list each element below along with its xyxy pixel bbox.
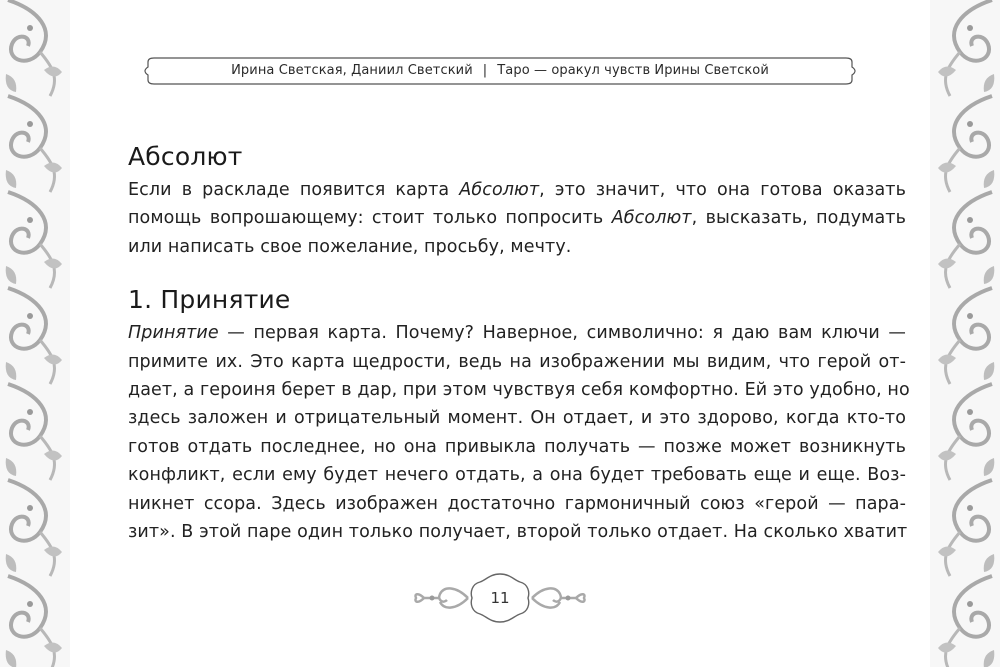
text-line: дает, а героиня берет в дар, при этом чувствуя себя комфортно. Ей это удобно, но	[128, 380, 910, 401]
text-line: помощь вопрошающему: стоит только попросить Абсолют, высказать, подумать	[128, 208, 906, 229]
header-separator: |	[482, 63, 488, 78]
paragraph-prinyatie	[128, 319, 910, 546]
text-line: зит». В этой паре один только получает, второй только отдает. На сколько хватит	[128, 522, 908, 543]
paragraph-absolut	[128, 176, 906, 261]
text-line: или написать свое пожелание, просьбу, мечту.	[128, 236, 572, 257]
text-line: здесь заложен и отрицательный момент. Он отдает, и это здорово, когда кто-то	[128, 408, 906, 429]
right-floral-ornament-icon	[930, 0, 1000, 667]
left-floral-ornament-icon	[0, 0, 70, 667]
page-number: 11	[490, 589, 510, 607]
right-floral-border	[930, 0, 1000, 667]
section-heading-prinyatie: 1. Принятие	[128, 285, 291, 315]
running-header	[140, 57, 860, 85]
left-floral-border	[0, 0, 70, 667]
section-heading-absolut: Абсолют	[128, 142, 243, 171]
header-authors: Ирина Светская, Даниил Светский	[231, 63, 473, 78]
text-line: примите их. Это карта щедрости, ведь на изображении мы видим, что герой от-	[128, 351, 906, 372]
page-footer	[410, 568, 590, 628]
header-text	[140, 57, 860, 85]
header-book-title: Таро — оракул чувств Ирины Светской	[497, 63, 769, 78]
text-line: Если в раскладе появится карта Абсолют, это значит, что она готова оказать	[128, 180, 906, 200]
text-line: никнет ссора. Здесь изображен достаточно гармоничный союз «герой — пара-	[128, 493, 906, 514]
text-line: готов отдать последнее, но она привыкла получать — позже может возникнуть	[128, 436, 906, 457]
text-line: Принятие — первая карта. Почему? Наверное, символично: я даю вам ключи —	[128, 323, 906, 344]
text-line: конфликт, если ему будет нечего отдать, а она будет требовать еще и еще. Воз-	[128, 465, 906, 486]
page-content	[128, 138, 910, 546]
